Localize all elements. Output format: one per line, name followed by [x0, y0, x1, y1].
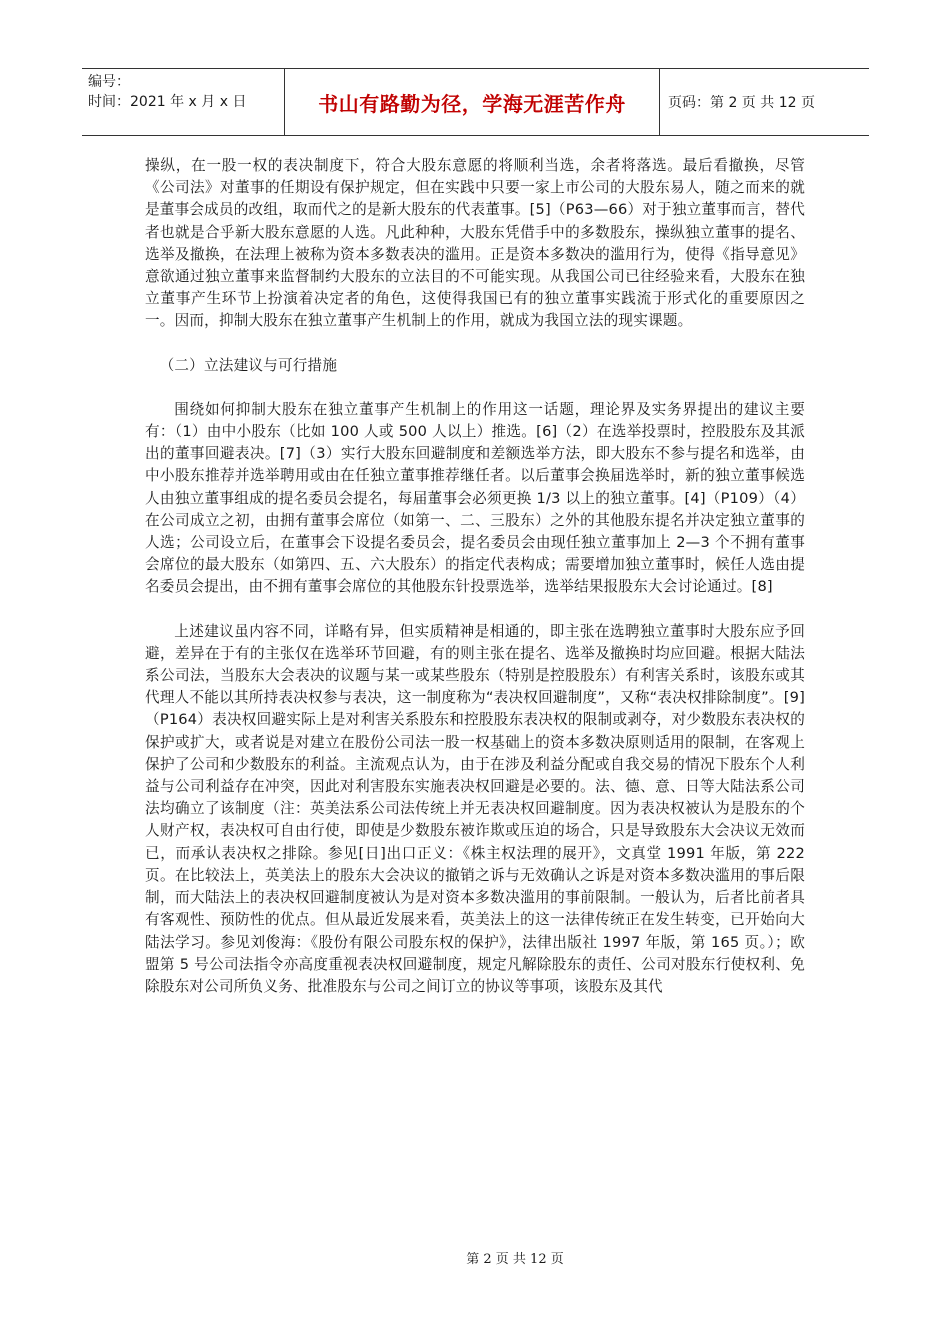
footer-page-number: 第 2 页 共 12 页 — [466, 1252, 564, 1267]
paragraph-3: 上述建议虽内容不同，详略有异，但实质精神是相通的，即主张在选聘独立董事时大股东应予回避，差异在于有的主张仅在选举环节回避，有的则主张在提名、选举及撤换时均应回避。根据大陆法系公司法，当股东大会表决的议题与某一或某些股东（特别是控股股东）有利害关系时，该股东或其代理人不能以其所持表决权参与表决，这一制度称为“表决权回避制度”，又称“表决权排除制度”。[9]（P164）表决权回避实际上是对利害关系股东和控股股东表决权的限制或剥夺，对少数股东表决权的保护或扩大，或者说是对建立在股份公司法一股一权基础上的资本多数决原则适用的限制，在客观上保护了公司和少数股东的利益。主流观点认为，由于在涉及利益分配或自我交易的情况下股东个人利益与公司利益存在冲突，因此对利害股东实施表决权回避是必要的。法、德、意、日等大陆法系公司法均确立了该制度（注：英美法系公司法传统上并无表决权回避制度。因为表决权被认为是股东的个人财产权，表决权可自由行使，即使是少数股东被诈欺或压迫的场合，只是导致股东大会决议无效而已，而承认表决权之排除。参见[日]出口正义：《株主权法理的展开》，文真堂 1991 年版，第 222 页。在比较法上，英美法上的股东大会决议的撤销之诉与无效确认之诉是对资本多数决滥用的事后限制，而大陆法上的表决权回避制度被认为是对资本多数决滥用的事前限制。一般认为，后者比前者具有客观性、预防性的优点。但从最近发展来看，英美法上的这一法律传统正在发生转变，已开始向大陆法学习。参见刘俊海：《股份有限公司股东权的保护》，法律出版社 1997 年版，第 165 页。）；欧盟第 5 号公司法指令亦高度重视表决权回避制度，规定凡解除股东的责任、公司对股东行使权利、免除股东对公司所负义务、批准股东与公司之间订立的协议等事项，该股东及其代 — [145, 622, 805, 995]
header-motto: 书山有路勤为径，学海无涯苦作舟 — [318, 91, 626, 116]
header-page-info-cell — [660, 69, 869, 135]
header-motto-cell — [285, 69, 660, 135]
section-heading: （二）立法建议与可行措施 — [159, 356, 338, 374]
document-number-label: 编号： — [88, 74, 130, 90]
paragraph-gap — [145, 333, 805, 355]
page-header — [82, 68, 869, 136]
document-body — [145, 155, 805, 998]
paragraph-2: 围绕如何抑制大股东在独立董事产生机制上的作用这一话题，理论界及实务界提出的建议主要有：（1）由中小股东（比如 100 人或 500 人以上）推选。[6]（2）在选举投票时，控股股东及其派出的董事回避表决。[7]（3）实行大股东回避制度和差额选举方法，即大股东不参与提名和选举，由中小股东推荐并选举聘用或由在任独立董事推荐继任者。以后董事会换届选举时，新的独立董事候选人由独立董事组成的提名委员会提名，每届董事会必须更换 1/3 以上的独立董事。[4]（P109）（4）在公司成立之初，由拥有董事会席位（如第一、二、三股东）之外的其他股东提名并决定独立董事的人选；公司设立后，在董事会下设提名委员会，提名委员会由现任独立董事加上 2—3 个不拥有董事会席位的最大股东（如第四、五、六大股东）的指定代表构成；需要增加独立董事时，候任人选由提名委员会提出，由不拥有董事会席位的其他股东针投票选举，选举结果报股东大会讨论通过。[8] — [145, 400, 805, 596]
document-time-label: 时间：2021 年 x 月 x 日 — [88, 94, 247, 110]
paragraph-1: 操纵，在一股一权的表决制度下，符合大股东意愿的将顺利当选，余者将落选。最后看撤换，尽管《公司法》对董事的任期设有保护规定，但在实践中只要一家上市公司的大股东易人，随之而来的就是董事会成员的改组，取而代之的是新大股东的代表董事。[5]（P63—66）对于独立董事而言，替代者也就是合乎新大股东意愿的人选。凡此种种，大股东凭借手中的多数股东，操纵独立董事的提名、选举及撤换，在法理上被称为资本多数表决的滥用。正是资本多数决的滥用行为，使得《指导意见》意欲通过独立董事来监督制约大股东的立法目的不可能实现。从我国公司已往经验来看，大股东在独立董事产生环节上扮演着决定者的角色，这使得我国已有的独立董事实践流于形式化的重要原因之一。因而，抑制大股东在独立董事产生机制上的作用，就成为我国立法的现实课题。 — [145, 157, 805, 330]
page-footer — [0, 1248, 950, 1267]
header-meta — [82, 69, 285, 135]
paragraph-gap — [145, 599, 805, 621]
header-page-info: 页码：第 2 页 共 12 页 — [668, 95, 815, 111]
paragraph-gap — [145, 377, 805, 399]
